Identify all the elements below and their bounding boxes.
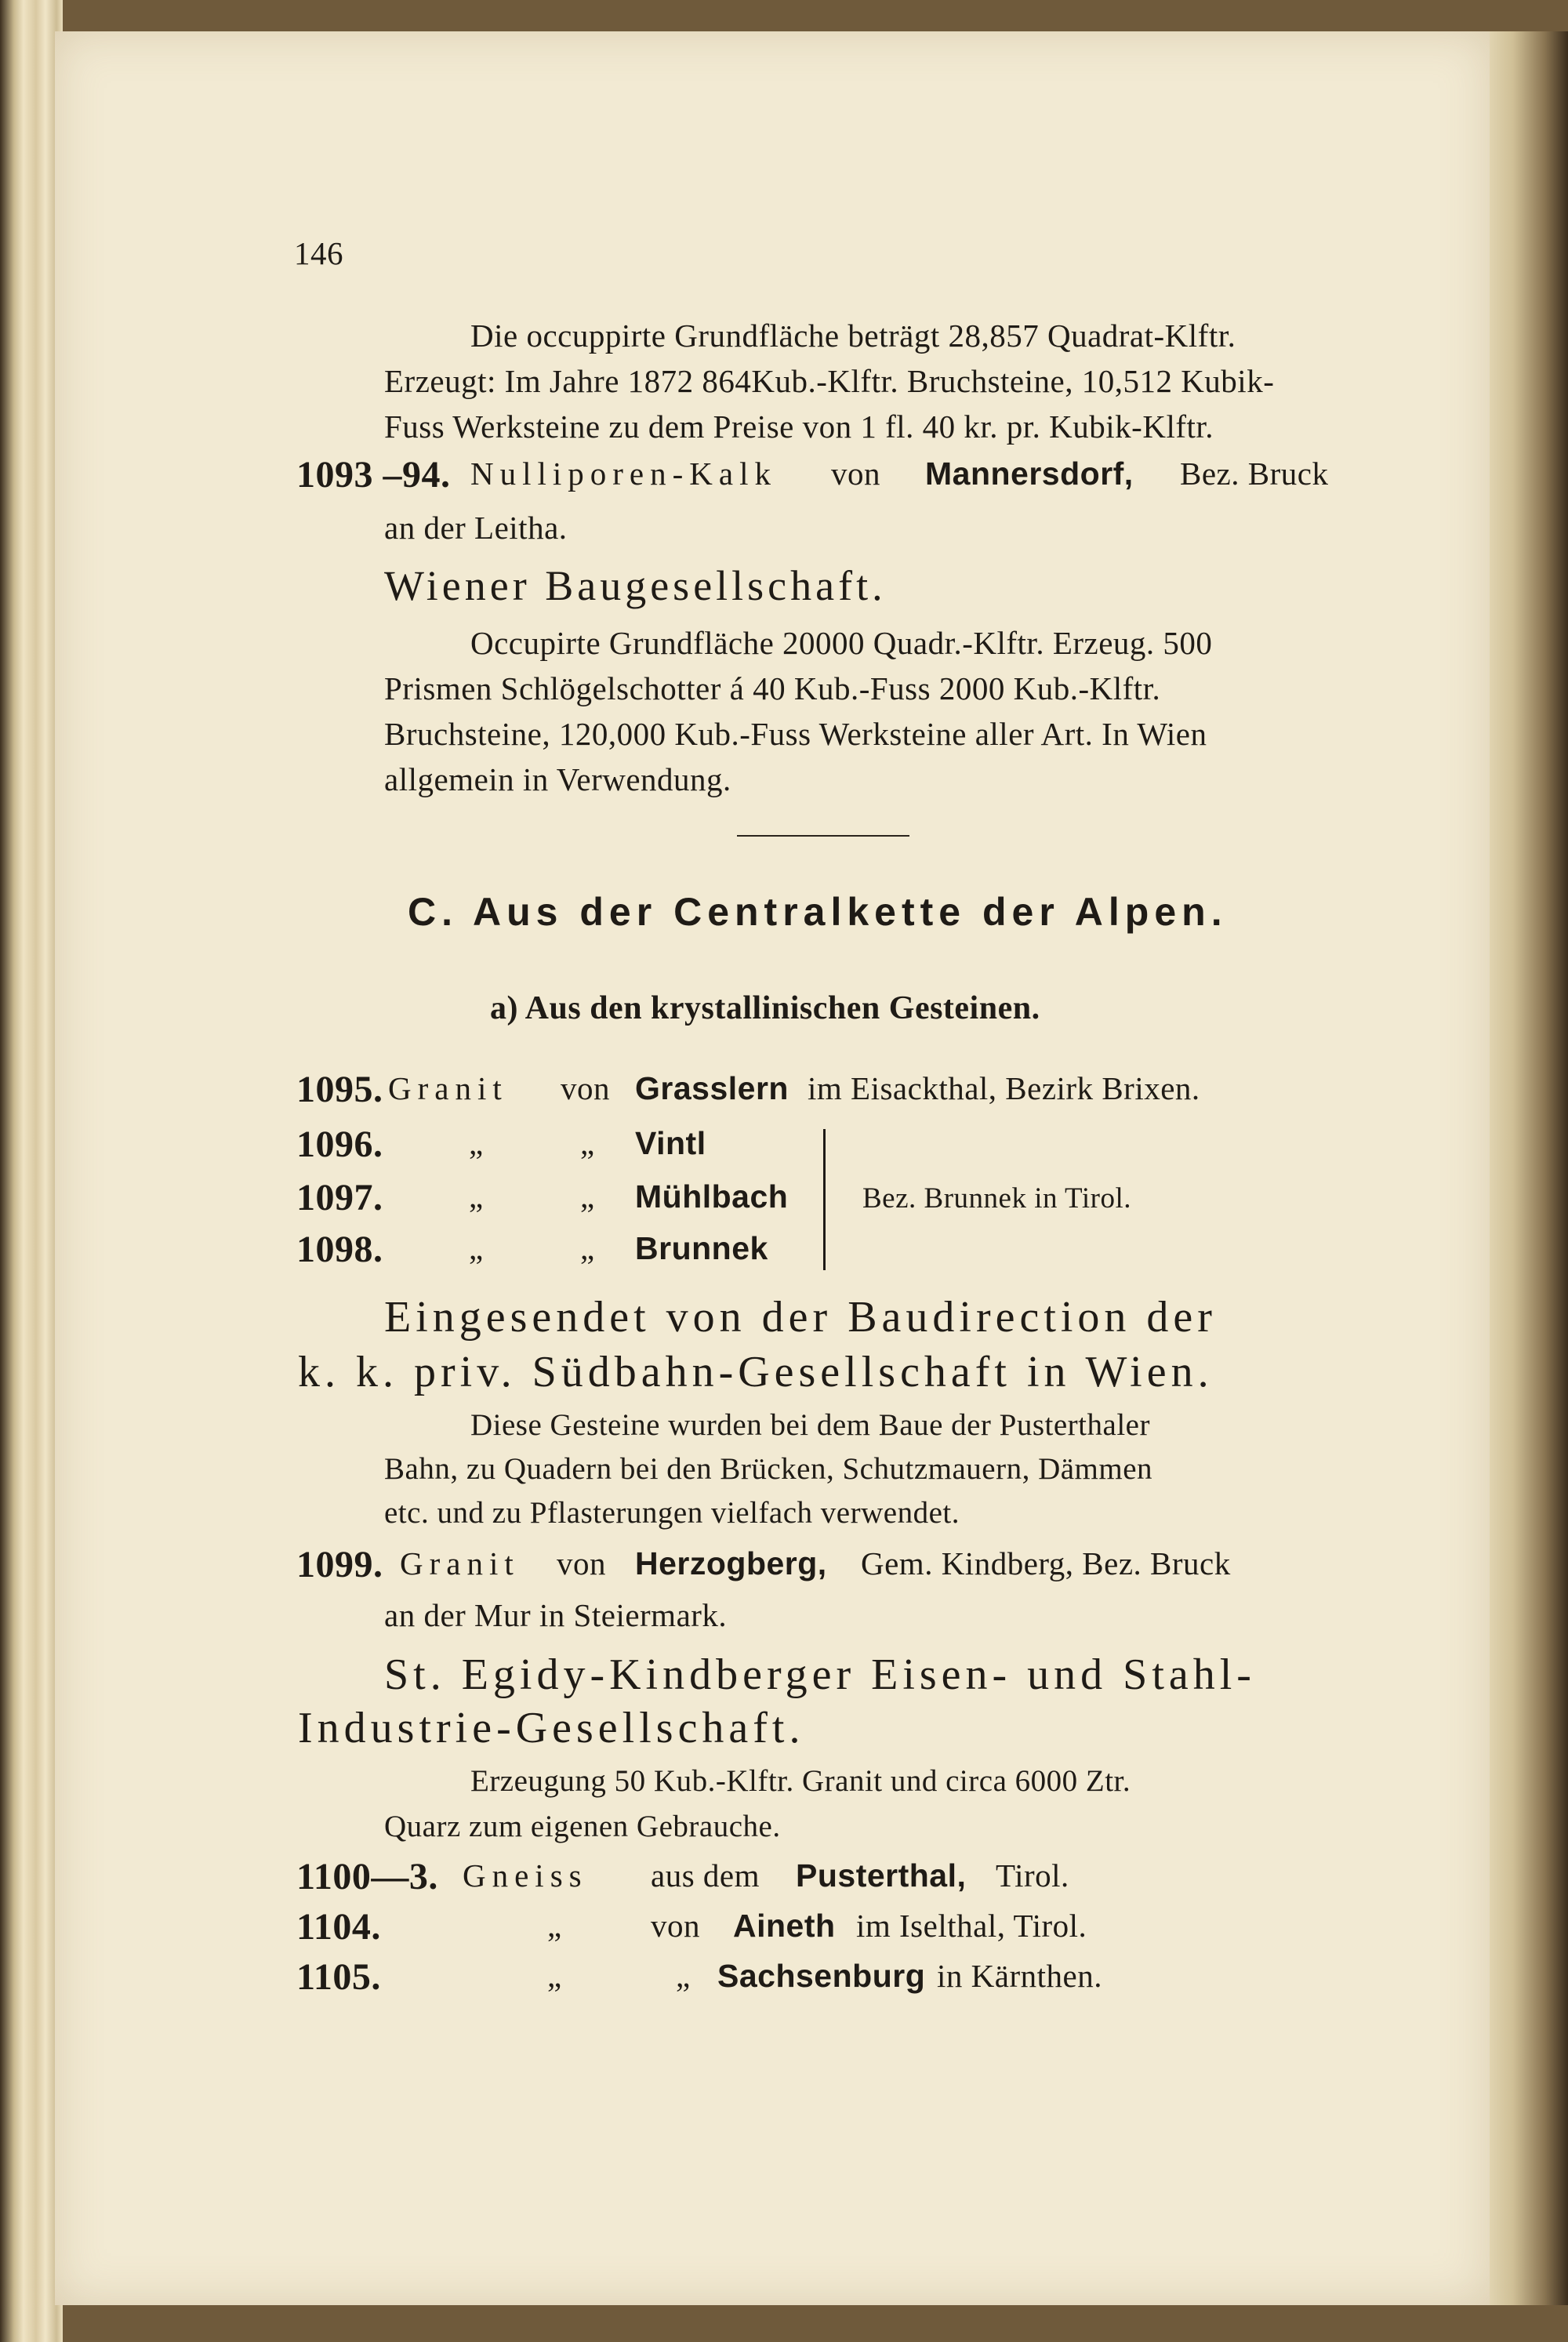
material-name: Nulliporen-Kalk (470, 456, 777, 492)
ditto-mark: „ (469, 1230, 484, 1266)
text-line: allgemein in Verwendung. (384, 761, 731, 797)
company-heading: Industrie-Gesellschaft. (298, 1704, 805, 1752)
grouping-brace (823, 1129, 826, 1270)
text-line: an der Mur in Steiermark. (384, 1597, 728, 1633)
text-line: Diese Gesteine wurden bei dem Baue der Pusterthaler (470, 1408, 1150, 1442)
subsection-heading: a) Aus den krystallinischen Gesteinen. (490, 990, 1040, 1026)
text-line: Prismen Schlögelschotter á 40 Kub.-Fuss 2000 Kub.-Klftr. (384, 670, 1161, 706)
place-name: Pusterthal, (796, 1857, 967, 1894)
text-word: von (557, 1545, 606, 1581)
place-name: Grasslern (635, 1070, 789, 1106)
ditto-mark: „ (580, 1178, 595, 1215)
ditto-mark: „ (580, 1125, 595, 1161)
text-line: Occupirte Grundfläche 20000 Quadr.-Klftr. Erzeug. 500 (470, 625, 1213, 661)
entry-number: 1097. (296, 1177, 383, 1218)
ditto-mark: „ (469, 1125, 484, 1161)
ditto-mark: „ (547, 1908, 562, 1944)
company-heading: St. Egidy-Kindberger Eisen- und Stahl- (384, 1650, 1256, 1699)
entry-number: 1093 –94. (296, 454, 451, 496)
text-word: im Iselthal, Tirol. (856, 1908, 1087, 1944)
place-name: Mühlbach (635, 1178, 789, 1215)
text-word: in Kärnthen. (937, 1958, 1102, 1994)
text-word: Bez. Bruck (1180, 456, 1329, 492)
ditto-mark: „ (547, 1958, 562, 1994)
text-line: Bruchsteine, 120,000 Kub.-Fuss Werksteine aller Art. In Wien (384, 716, 1207, 752)
place-name: Sachsenburg (717, 1958, 926, 1994)
material-name: Granit (400, 1545, 520, 1581)
material-name: Gneiss (463, 1857, 588, 1894)
ditto-mark: „ (676, 1958, 691, 1994)
text-line: Erzeugt: Im Jahre 1872 864Kub.-Klftr. Bruchsteine, 10,512 Kubik- (384, 363, 1275, 399)
book-spine-edge (0, 0, 63, 2342)
place-name: Brunnek (635, 1230, 768, 1266)
text-word: im Eisackthal, Bezirk Brixen. (808, 1070, 1200, 1106)
text-line: Fuss Werksteine zu dem Preise von 1 fl. 40 kr. pr. Kubik-Klftr. (384, 408, 1214, 445)
entry-number: 1098. (296, 1229, 383, 1270)
text-line: Die occuppirte Grundfläche beträgt 28,857 Quadrat-Klftr. (470, 318, 1236, 354)
material-name: Granit (388, 1070, 508, 1106)
place-name: Mannersdorf, (925, 456, 1134, 492)
place-name: Vintl (635, 1125, 706, 1161)
text-word: von (561, 1070, 610, 1106)
text-line: Bahn, zu Quadern bei den Brücken, Schutzmauern, Dämmen (384, 1452, 1153, 1486)
ditto-mark: „ (580, 1230, 595, 1266)
text-word: Tirol. (996, 1857, 1069, 1894)
text-line: Quarz zum eigenen Gebrauche. (384, 1810, 781, 1843)
entry-number: 1105. (296, 1956, 381, 1998)
text-word: aus dem (651, 1857, 760, 1894)
district-note: Bez. Brunnek in Tirol. (862, 1182, 1131, 1215)
section-heading: C. Aus der Centralkette der Alpen. (408, 890, 1228, 934)
entry-number: 1104. (296, 1906, 381, 1948)
company-heading: k. k. priv. Südbahn-Gesellschaft in Wien. (298, 1348, 1214, 1396)
entry-number: 1096. (296, 1124, 383, 1165)
text-line: etc. und zu Pflasterungen vielfach verwendet. (384, 1496, 960, 1530)
entry-number: 1100—3. (296, 1856, 438, 1897)
ditto-mark: „ (469, 1178, 484, 1215)
text-line: Erzeugung 50 Kub.-Klftr. Granit und circa 6000 Ztr. (470, 1764, 1131, 1798)
page-stack-edge (1482, 31, 1568, 2305)
place-name: Herzogberg, (635, 1545, 827, 1581)
text-line: an der Leitha. (384, 510, 568, 546)
place-name: Aineth (733, 1908, 836, 1944)
text-word: von (651, 1908, 700, 1944)
text-word: von (831, 456, 880, 492)
company-heading: Wiener Baugesellschaft. (384, 562, 887, 609)
page-number: 146 (294, 235, 343, 271)
company-heading: Eingesendet von der Baudirection der (384, 1293, 1217, 1342)
section-divider (737, 835, 909, 837)
entry-number: 1099. (296, 1544, 383, 1585)
entry-number: 1095. (296, 1069, 383, 1110)
text-word: Gem. Kindberg, Bez. Bruck (861, 1545, 1231, 1581)
